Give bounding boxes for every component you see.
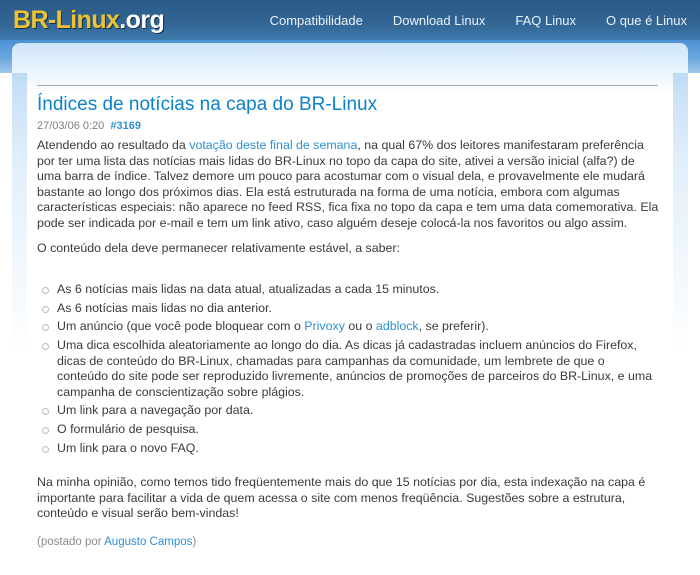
content-card xyxy=(12,43,688,575)
post-meta xyxy=(37,120,660,132)
post-date: 27/03/06 0:20 xyxy=(37,120,105,132)
nav-compatibilidade[interactable]: Compatibilidade xyxy=(269,12,363,28)
list-item: As 6 notícias mais lidas na data atual, atualizadas a cada 15 minutos. xyxy=(40,282,659,298)
site-logo-primary: BR-Linux xyxy=(13,5,120,34)
list-item: As 6 notícias mais lidas no dia anterior. xyxy=(40,301,659,317)
inline-link[interactable]: Augusto Campos xyxy=(104,535,193,548)
site-header xyxy=(0,0,700,40)
page-title: Índices de notícias na capa do BR-Linux xyxy=(37,94,378,115)
feature-list xyxy=(37,282,659,456)
closing-paragraph: Na minha opinião, como temos tido freqüentemente mais do que 15 notícias por dia, esta indexação na capa é importante para facilitar a vida de quem acessa o site com menos freqüência. Sugestões sobre a estrutura, conteúdo e visual serão bem-vindas! xyxy=(37,475,646,521)
site-logo[interactable] xyxy=(13,6,164,35)
list-item: Um link para o novo FAQ. xyxy=(40,441,659,457)
byline: (postado por Augusto Campos) xyxy=(37,535,197,548)
list-item: Uma dica escolhida aleatoriamente ao longo do dia. As dicas já cadastradas incluem anúncios do Firefox, dicas de conteúdo do BR-Linux, chamadas para campanhas da comunidade, um lembrete de que o conteúdo do site pode ser reproduzido livremente, anúncios de promoções de parceiros do BR-Linux, e uma campanha de conscientização sobre plágios. xyxy=(40,338,659,400)
inline-link[interactable]: adblock xyxy=(375,319,419,334)
intro-paragraph: Atendendo ao resultado da votação deste final de semana, na qual 67% dos leitores manifestaram preferência por ter uma lista das notícias mais lidas do BR-Linux no topo da capa do site, ativei a versão inicial (alfa?) de uma barra de índice. Talvez demore um pouco para acostumar com o visual dela, e provavelmente ele mudará bastante ao longo dos próximos dias. Ela está estruturada na forma de uma notícia, embora com algumas características especiais: não aparece no feed RSS, fica fixa no topo da capa e tem uma data comemorativa. Ela pode ser indicada por e-mail e tem um link ativo, caso alguém deseje colocá-la nos favoritos ou algo assim. xyxy=(37,138,659,230)
list-item: Um link para a navegação por data. xyxy=(40,403,659,419)
post-id-link[interactable]: #3169 xyxy=(110,120,141,132)
nav-o-que-e-linux[interactable]: O que é Linux xyxy=(606,12,687,28)
divider xyxy=(37,85,658,86)
list-item: O formulário de pesquisa. xyxy=(40,422,659,438)
site-logo-suffix: .org xyxy=(119,5,165,34)
article xyxy=(12,43,688,575)
content-note-paragraph: O conteúdo dela deve permanecer relativamente estável, a saber: xyxy=(37,240,400,255)
top-nav xyxy=(270,13,687,28)
inline-link[interactable]: votação deste final de semana xyxy=(189,138,358,152)
inline-link[interactable]: Privoxy xyxy=(304,319,345,334)
nav-faq-linux[interactable]: FAQ Linux xyxy=(515,12,577,28)
nav-download-linux[interactable]: Download Linux xyxy=(392,12,486,28)
list-item: Um anúncio (que você pode bloquear com o Privoxy ou o adblock, se preferir). xyxy=(40,319,659,335)
